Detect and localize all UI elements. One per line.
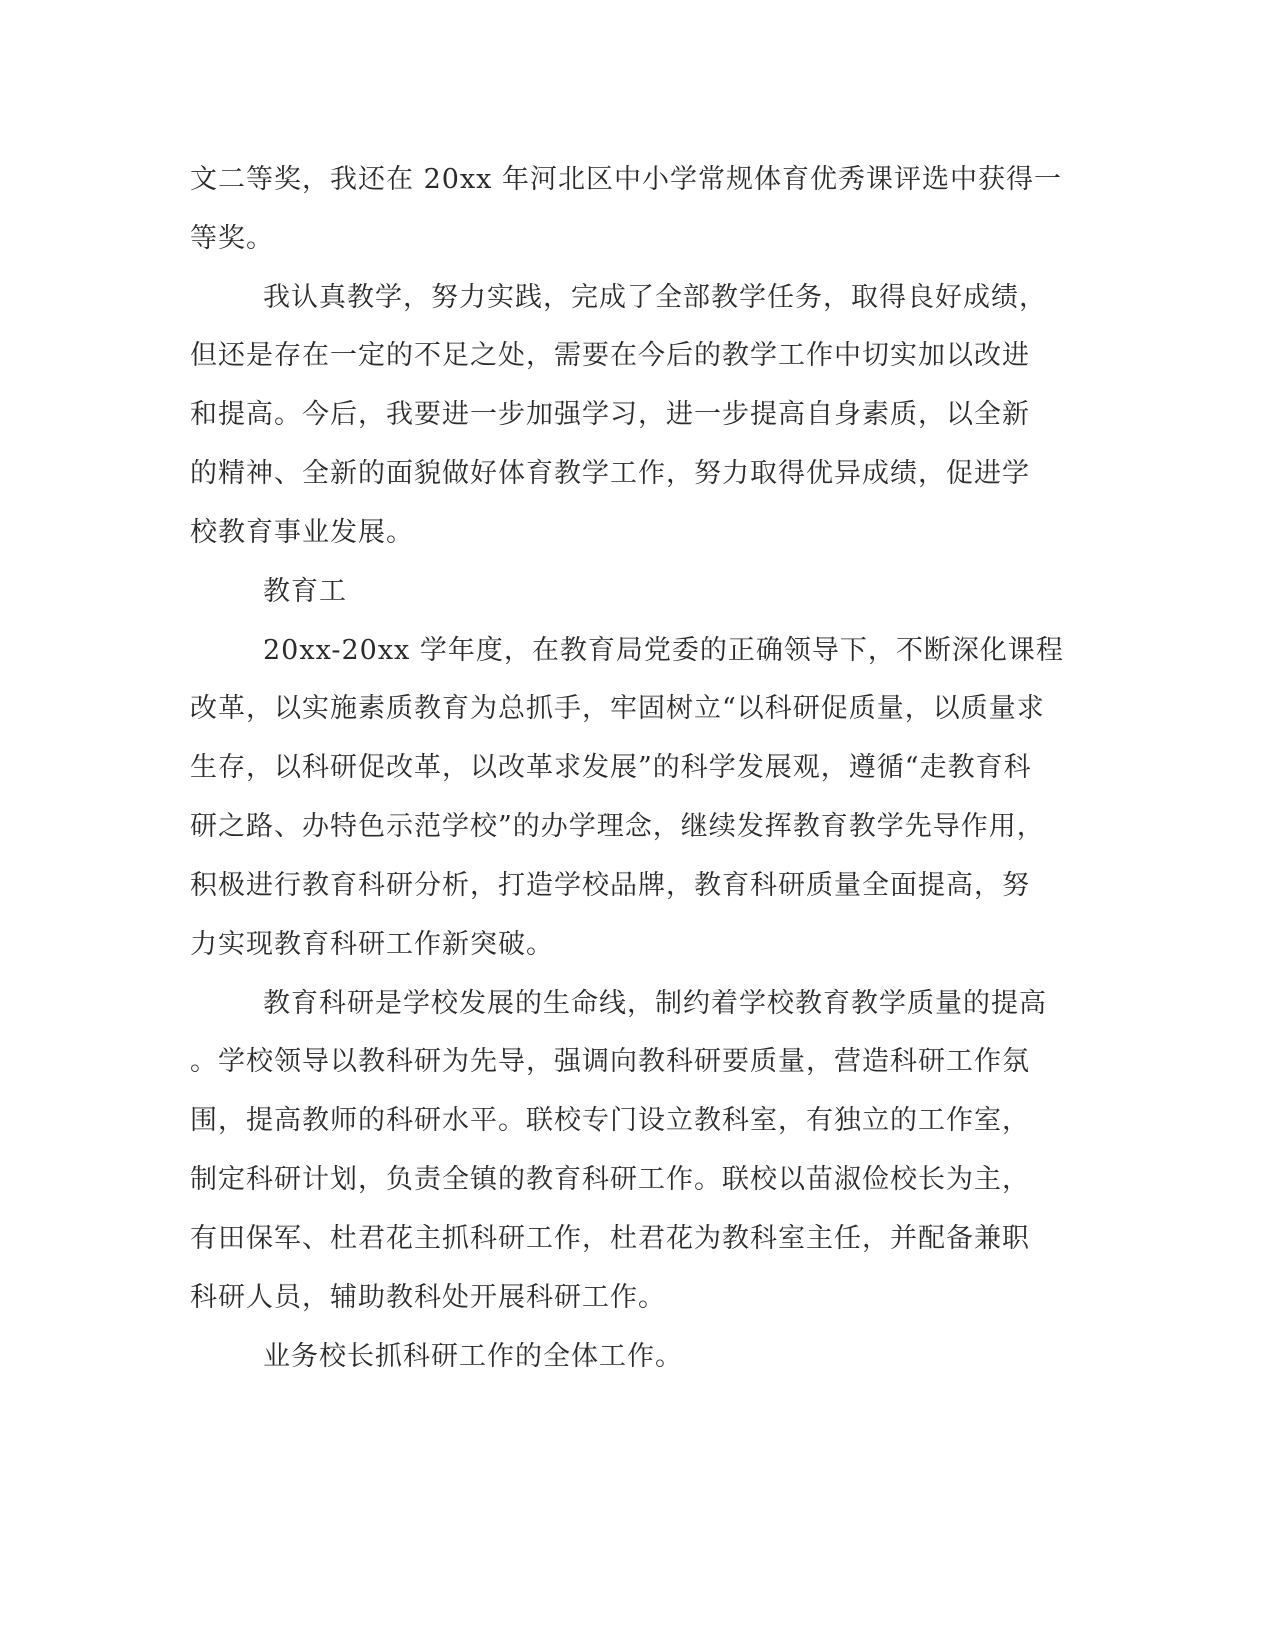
paragraph-first-line: 业务校长抓科研工作的全体工作。 (263, 1341, 683, 1372)
text-line: 研之路、办特色示范学校”的办学理念，继续发挥教育教学先导作用， (190, 811, 1045, 842)
text-line: 但还是存在一定的不足之处，需要在今后的教学工作中切实加以改进 (190, 340, 1030, 371)
text-line: 改革，以实施素质教育为总抓手，牢固树立“以科研促质量，以质量求 (190, 693, 1045, 724)
text-line: 校教育事业发展。 (190, 517, 414, 548)
text-line: 和提高。今后，我要进一步加强学习，进一步提高自身素质，以全新 (190, 399, 1030, 430)
text-line: 制定科研计划，负责全镇的教育科研工作。联校以苗淑俭校长为主， (190, 1164, 1030, 1195)
text-line: 围，提高教师的科研水平。联校专门设立教科室，有独立的工作室， (190, 1105, 1030, 1136)
text-line: 有田保军、杜君花主抓科研工作，杜君花为教科室主任，并配备兼职 (190, 1223, 1030, 1254)
text-line: 文二等奖，我还在 20xx 年河北区中小学常规体育优秀课评选中获得一 (190, 164, 1062, 195)
text-line: 积极进行教育科研分析，打造学校品牌，教育科研质量全面提高，努 (190, 870, 1030, 901)
paragraph-first-line: 教育科研是学校发展的生命线，制约着学校教育教学质量的提高 (263, 988, 1047, 1019)
section-heading: 教育工 (263, 576, 347, 607)
text-line: 。学校领导以教科研为先导，强调向教科研要质量，营造科研工作氛 (190, 1046, 1030, 1077)
text-line: 力实现教育科研工作新突破。 (190, 929, 554, 960)
paragraph-first-line: 20xx-20xx 学年度，在教育局党委的正确领导下，不断深化课程 (263, 635, 1064, 666)
text-line: 等奖。 (190, 223, 274, 254)
text-line: 生存，以科研促改革，以改革求发展”的科学发展观，遵循“走教育科 (190, 752, 1032, 783)
text-line: 科研人员，辅助教科处开展科研工作。 (190, 1282, 666, 1313)
paragraph-first-line: 我认真教学，努力实践，完成了全部教学任务，取得良好成绩， (263, 282, 1047, 313)
text-line: 的精神、全新的面貌做好体育教学工作，努力取得优异成绩，促进学 (190, 458, 1030, 489)
